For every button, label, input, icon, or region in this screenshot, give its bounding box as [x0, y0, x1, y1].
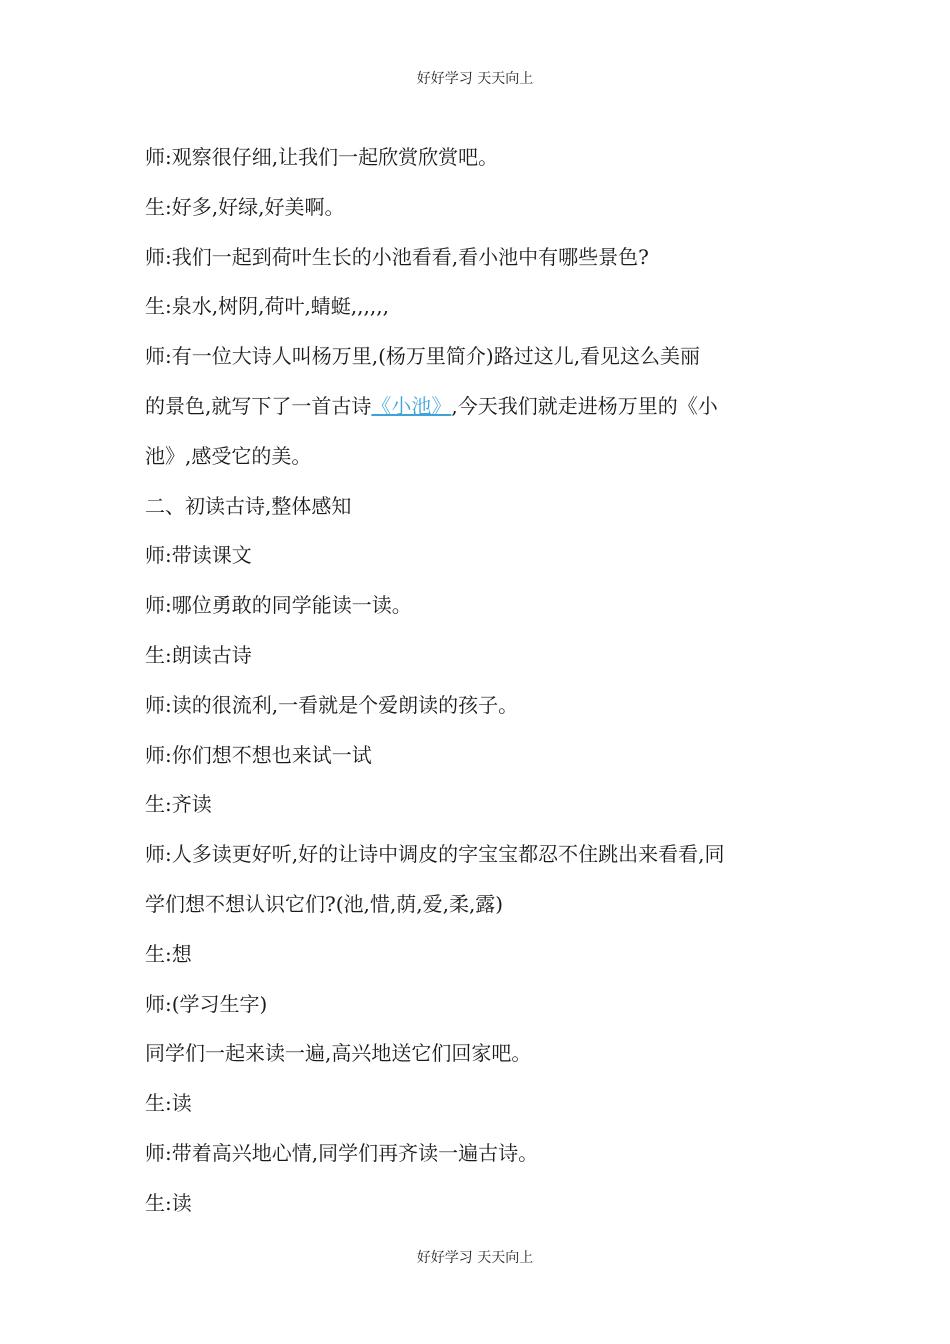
- paragraph: 生:泉水,树阴,荷叶,蜻蜓,,,,,,: [145, 294, 389, 319]
- paragraph: 师:带着高兴地心情,同学们再齐读一遍古诗。: [145, 1140, 539, 1165]
- paragraph: 同学们一起来读一遍,高兴地送它们回家吧。: [145, 1041, 532, 1066]
- page-header: 好好学习 天天向上: [416, 71, 534, 87]
- paragraph: 生:读: [145, 1091, 192, 1116]
- paragraph: 生:好多,好绿,好美啊。: [145, 194, 345, 219]
- paragraph: 师:带读课文: [145, 543, 252, 568]
- paragraph: 师:哪位勇敢的同学能读一读。: [145, 593, 412, 618]
- paragraph-text: 的景色,就写下了一首古诗: [145, 393, 372, 418]
- paragraph: 师:我们一起到荷叶生长的小池看看,看小池中有哪些景色?: [145, 244, 649, 269]
- paragraph: 生:朗读古诗: [145, 642, 252, 667]
- page-footer: 好好学习 天天向上: [416, 1250, 534, 1266]
- paragraph: 生:齐读: [145, 792, 212, 817]
- paragraph: [145, 382, 810, 432]
- paragraph: 生:读: [145, 1190, 192, 1215]
- paragraph: 学们想不想认识它们?(池,惜,荫,爱,柔,露): [145, 891, 504, 916]
- section-heading: 二、初读古诗,整体感知: [145, 493, 352, 518]
- paragraph: 师:你们想不想也来试一试: [145, 742, 372, 767]
- paragraph: 师:人多读更好听,好的让诗中调皮的字宝宝都忍不住跳出来看看,同: [145, 842, 725, 867]
- paragraph: 师:(学习生字): [145, 991, 268, 1016]
- paragraph: 师:读的很流利,一看就是个爱朗读的孩子。: [145, 692, 519, 717]
- paragraph: 师:观察很仔细,让我们一起欣赏欣赏吧。: [145, 145, 499, 169]
- paragraph: 生:想: [145, 941, 192, 966]
- paragraph-text: ,今天我们就走进杨万里的《小: [451, 393, 718, 418]
- poem-title-link[interactable]: 《小池》: [371, 393, 452, 418]
- document-body: [145, 133, 810, 1229]
- paragraph: 池》,感受它的美。: [145, 443, 312, 468]
- paragraph: 师:有一位大诗人叫杨万里,(杨万里简介)路过这儿,看见这么美丽: [145, 344, 701, 369]
